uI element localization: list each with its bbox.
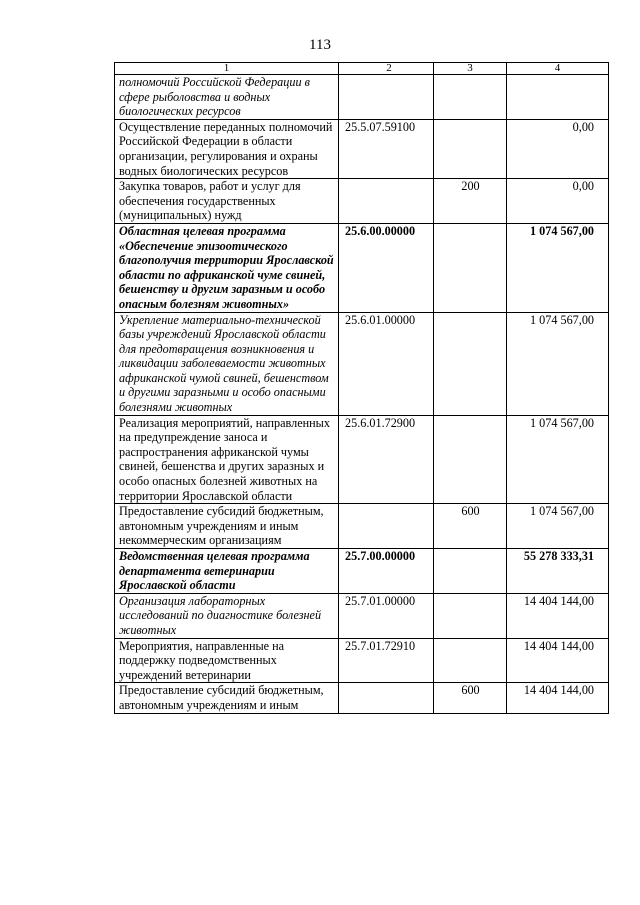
- column-number-2: 2: [339, 63, 434, 75]
- row-name: Предоставление субсидий бюджетным, автономным учреждениям и иным: [115, 683, 339, 713]
- row-code: 25.6.01.00000: [339, 312, 434, 415]
- row-sum: 55 278 333,31: [507, 549, 609, 594]
- table-row: [115, 179, 609, 224]
- row-sum: 0,00: [507, 179, 609, 224]
- row-name: Закупка товаров, работ и услуг для обеспечения государственных (муниципальных) нужд: [115, 179, 339, 224]
- row-expense-type: [434, 75, 507, 120]
- page-number: 113: [309, 37, 331, 53]
- row-sum: 1 074 567,00: [507, 504, 609, 549]
- table-row: [115, 415, 609, 504]
- row-code: 25.7.01.00000: [339, 593, 434, 638]
- row-name: Укрепление материально-технической базы учреждений Ярославской области для предотвращения возникновения и ликвидации заболеваемости животных африканской чумой свиней, бешенством и другими заразными и особо опасными болезнями животных: [115, 312, 339, 415]
- row-name: Мероприятия, направленные на поддержку подведомственных учреждений ветеринарии: [115, 638, 339, 683]
- row-code: 25.6.01.72900: [339, 415, 434, 504]
- row-name: Ведомственная целевая программа департамента ветеринарии Ярославской области: [115, 549, 339, 594]
- row-sum: 14 404 144,00: [507, 683, 609, 713]
- row-expense-type: [434, 223, 507, 312]
- row-expense-type: 600: [434, 504, 507, 549]
- table-row: [115, 119, 609, 178]
- row-expense-type: [434, 415, 507, 504]
- row-sum: 14 404 144,00: [507, 638, 609, 683]
- row-sum: 1 074 567,00: [507, 312, 609, 415]
- row-expense-type: 200: [434, 179, 507, 224]
- table-row: [115, 683, 609, 713]
- budget-table-body: [115, 63, 609, 714]
- row-code: 25.7.01.72910: [339, 638, 434, 683]
- table-row: [115, 504, 609, 549]
- table-row: [115, 223, 609, 312]
- row-sum: 0,00: [507, 119, 609, 178]
- row-expense-type: [434, 593, 507, 638]
- row-name: Реализация мероприятий, направленных на предупреждение заноса и распространения африканской чумы свиней, бешенства и других заразных и особо опасных болезней животных на территории Ярославской области: [115, 415, 339, 504]
- row-expense-type: [434, 119, 507, 178]
- row-sum: 14 404 144,00: [507, 593, 609, 638]
- row-name: полномочий Российской Федерации в сфере рыболовства и водных биологических ресурсов: [115, 75, 339, 120]
- row-code: 25.7.00.00000: [339, 549, 434, 594]
- row-expense-type: [434, 312, 507, 415]
- row-code: [339, 75, 434, 120]
- table-row: [115, 549, 609, 594]
- row-code: 25.6.00.00000: [339, 223, 434, 312]
- table-row: [115, 638, 609, 683]
- row-name: Предоставление субсидий бюджетным, автономным учреждениям и иным некоммерческим организациям: [115, 504, 339, 549]
- row-sum: 1 074 567,00: [507, 223, 609, 312]
- row-expense-type: 600: [434, 683, 507, 713]
- table-row: [115, 312, 609, 415]
- row-code: [339, 683, 434, 713]
- table-row: [115, 593, 609, 638]
- row-code: 25.5.07.59100: [339, 119, 434, 178]
- budget-table: [114, 62, 609, 714]
- table-row: [115, 75, 609, 120]
- row-name: Областная целевая программа «Обеспечение эпизоотического благополучия территории Ярославской области по африканской чуме свиней, бешенству и другим заразным и особо опасным болезням животных»: [115, 223, 339, 312]
- row-expense-type: [434, 549, 507, 594]
- column-number-1: 1: [115, 63, 339, 75]
- row-code: [339, 504, 434, 549]
- column-number-row: [115, 63, 609, 75]
- row-name: Осуществление переданных полномочий Российской Федерации в области организации, регулирования и охраны водных биологических ресурсов: [115, 119, 339, 178]
- row-code: [339, 179, 434, 224]
- row-name: Организация лабораторных исследований по диагностике болезней животных: [115, 593, 339, 638]
- column-number-3: 3: [434, 63, 507, 75]
- column-number-4: 4: [507, 63, 609, 75]
- row-sum: [507, 75, 609, 120]
- row-expense-type: [434, 638, 507, 683]
- row-sum: 1 074 567,00: [507, 415, 609, 504]
